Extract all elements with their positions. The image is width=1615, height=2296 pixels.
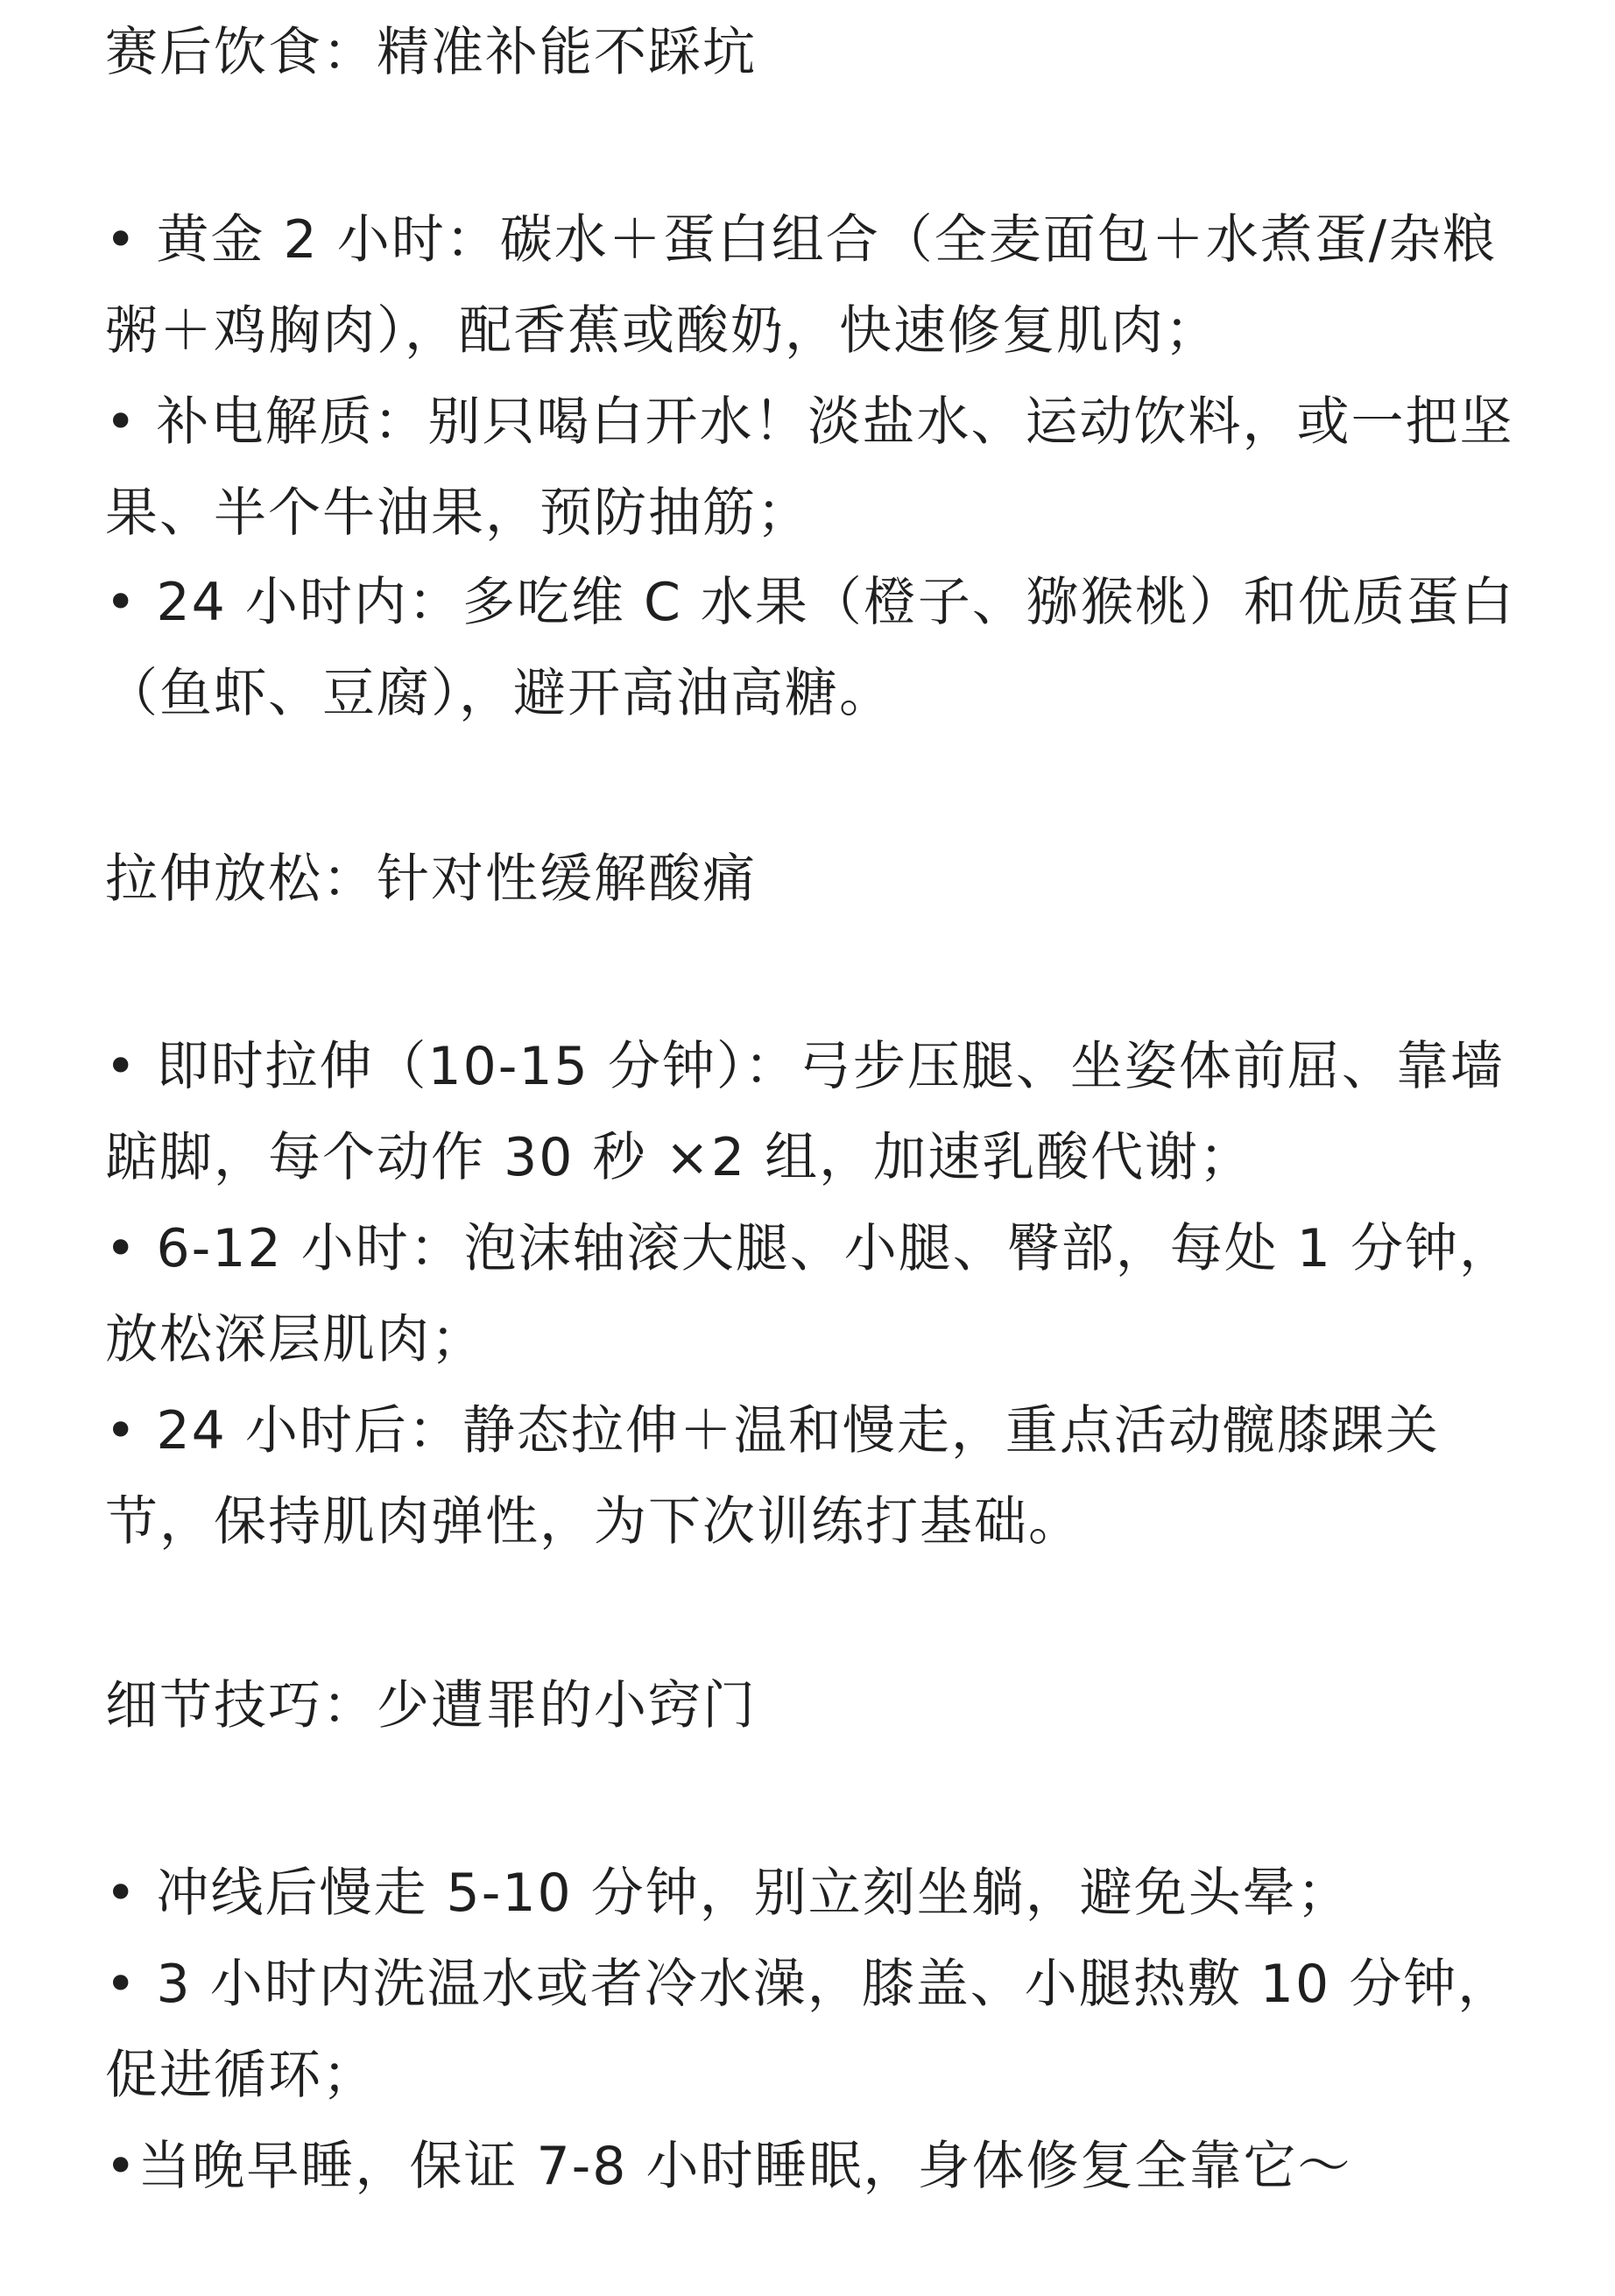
- list-item: • 24 小时内：多吃维 C 水果（橙子、猕猴桃）和优质蛋白（鱼虾、豆腐），避开高油高糖。: [105, 572, 1515, 724]
- section-title-diet: 赛后饮食：精准补能不踩坑: [105, 22, 757, 83]
- list-item: • 6-12 小时：泡沫轴滚大腿、小腿、臀部，每处 1 分钟，放松深层肌肉；: [105, 1218, 1514, 1370]
- list-item: • 3 小时内洗温水或者冷水澡，膝盖、小腿热敷 10 分钟，促进循环；: [105, 1954, 1513, 2106]
- list-item: • 补电解质：别只喝白开水！淡盐水、运动饮料，或一把坚果、半个牛油果，预防抽筋；: [105, 391, 1514, 544]
- section-title-tips: 细节技巧：少遭罪的小窍门: [105, 1675, 757, 1736]
- list-item: • 即时拉伸（10-15 分钟）：弓步压腿、坐姿体前屈、靠墙踮脚，每个动作 30 秒 ×2 组，加速乳酸代谢；: [105, 1036, 1505, 1188]
- list-item: • 冲线后慢走 5-10 分钟，别立刻坐躺，避免头晕；: [105, 1863, 1351, 1924]
- section-title-stretch: 拉伸放松：针对性缓解酸痛: [105, 849, 757, 910]
- list-item: •当晚早睡，保证 7-8 小时睡眠，身体修复全靠它～: [105, 2136, 1352, 2197]
- list-item: • 24 小时后：静态拉伸＋温和慢走，重点活动髋膝踝关节，保持肌肉弹性，为下次训练打基础。: [105, 1400, 1440, 1553]
- list-item: • 黄金 2 小时：碳水＋蛋白组合（全麦面包＋水煮蛋/杂粮粥＋鸡胸肉），配香蕉或酸奶，快速修复肌肉；: [105, 209, 1497, 362]
